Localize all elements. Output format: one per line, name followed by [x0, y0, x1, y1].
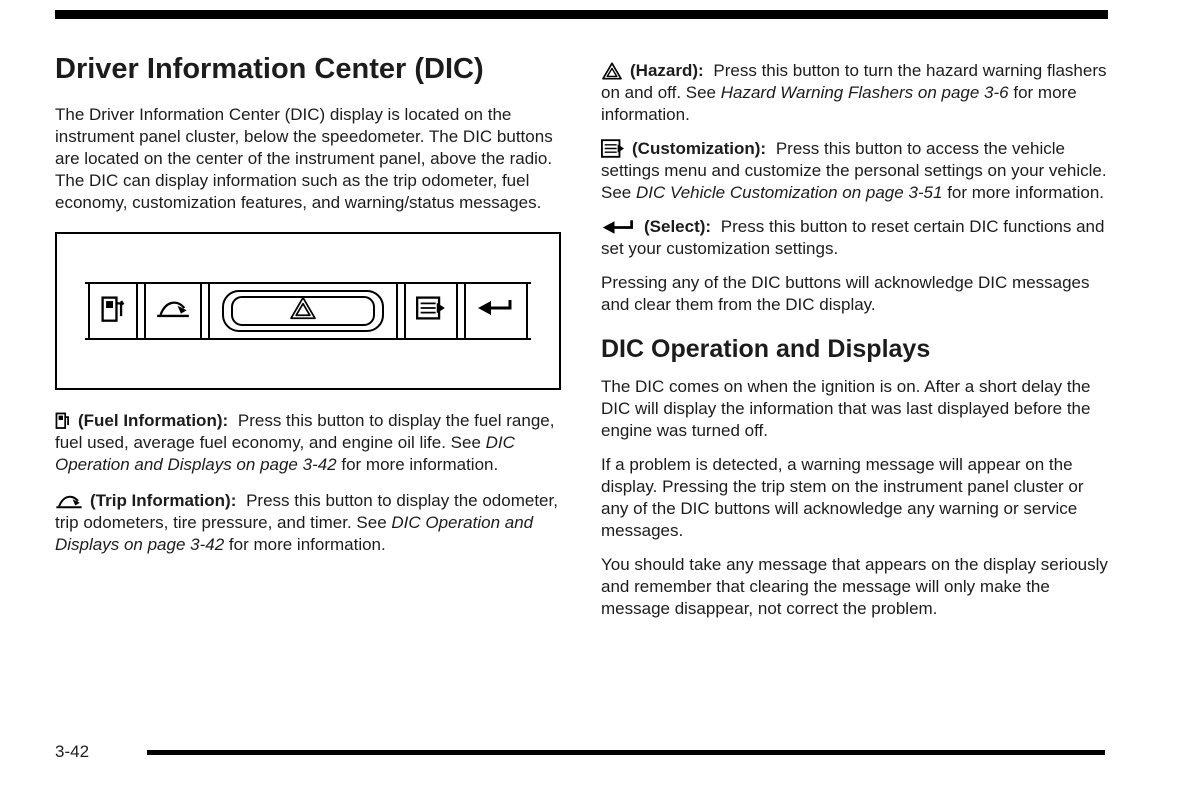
- trip-information-icon: [55, 492, 83, 510]
- hazard-text-2: for more information.: [601, 83, 1077, 124]
- trip-info-label: (Trip Information):: [90, 491, 237, 510]
- page-bottom-rule: [147, 750, 1105, 755]
- trip-info-text-1: Press this button to display the odometer, trip odometers, tire pressure, and timer. See: [55, 491, 558, 532]
- fuel-button-graphic: [88, 284, 138, 338]
- right-column: [601, 60, 1110, 632]
- customization-menu-icon: [416, 296, 446, 326]
- dic-panel-figure: [55, 232, 561, 390]
- trip-information-icon: [156, 296, 190, 326]
- fuel-info-paragraph: [55, 410, 561, 476]
- hazard-text-1: Press this button to turn the hazard warning flashers on and off. See: [601, 61, 1107, 102]
- fuel-info-text-2: for more information.: [336, 455, 499, 474]
- fuel-info-label: (Fuel Information):: [78, 411, 229, 430]
- trip-info-paragraph: [55, 490, 561, 556]
- fuel-pump-icon: [100, 293, 126, 329]
- select-return-arrow-icon: [601, 219, 637, 236]
- hazard-reference: Hazard Warning Flashers on page 3-6: [720, 83, 1009, 102]
- customization-paragraph: [601, 138, 1110, 204]
- dic-operation-paragraph-2: If a problem is detected, a warning message will appear on the display. Pressing the trip stem on the instrument panel cluster or any of the DIC buttons will acknowledge any warning or service messages.: [601, 455, 1084, 540]
- page-number: 3-42: [55, 742, 90, 761]
- customization-button-graphic: [404, 284, 458, 338]
- intro-paragraph: The Driver Information Center (DIC) display is located on the instrument panel cluster, below the speedometer. The DIC buttons are located on the center of the instrument panel, above the radio. The DIC can display information such as the trip odometer, fuel economy, customization features, and warning/status messages.: [55, 105, 553, 212]
- customization-label: (Customization):: [632, 139, 767, 158]
- dic-button-strip: [85, 282, 531, 340]
- customization-text-2: for more information.: [942, 183, 1105, 202]
- trip-button-graphic: [144, 284, 202, 338]
- hazard-button-face: [231, 296, 375, 326]
- customization-reference: DIC Vehicle Customization on page 3-51: [635, 183, 943, 202]
- select-button-graphic: [464, 284, 528, 338]
- hazard-triangle-icon: [601, 62, 623, 80]
- fuel-pump-icon: [55, 410, 71, 430]
- page-top-rule: [55, 10, 1108, 19]
- customization-menu-icon: [601, 139, 625, 158]
- acknowledge-paragraph: Pressing any of the DIC buttons will acknowledge DIC messages and clear them from the DIC display.: [601, 273, 1090, 314]
- hazard-triangle-icon: [288, 296, 318, 326]
- hazard-paragraph: [601, 60, 1110, 126]
- trip-info-reference: DIC Operation and Displays on page 3-42: [55, 513, 534, 554]
- fuel-info-reference: DIC Operation and Displays on page 3-42: [55, 433, 515, 474]
- select-paragraph: [601, 216, 1110, 260]
- left-column: [55, 52, 561, 570]
- select-return-arrow-icon: [476, 298, 516, 324]
- fuel-info-text-1: Press this button to display the fuel range, fuel used, average fuel economy, and engine oil life. See: [55, 411, 555, 452]
- select-text-1: Press this button to reset certain DIC functions and set your customization settings.: [601, 217, 1105, 258]
- customization-text-1: Press this button to access the vehicle settings menu and customize the personal settings on your vehicle. See: [601, 139, 1107, 202]
- section-title: DIC Operation and Displays: [601, 335, 931, 363]
- hazard-label: (Hazard):: [630, 61, 704, 80]
- select-label: (Select):: [644, 217, 712, 236]
- hazard-button-bezel: [222, 290, 384, 332]
- page-title: Driver Information Center (DIC): [55, 53, 484, 85]
- dic-operation-paragraph-3: You should take any message that appears on the display seriously and remember that clearing the message will only make the message disappear, not correct the problem.: [601, 555, 1108, 618]
- hazard-button-graphic: [208, 284, 398, 338]
- dic-operation-paragraph-1: The DIC comes on when the ignition is on. After a short delay the DIC will display the information that was last displayed before the engine was turned off.: [601, 377, 1091, 440]
- trip-info-text-2: for more information.: [224, 535, 386, 554]
